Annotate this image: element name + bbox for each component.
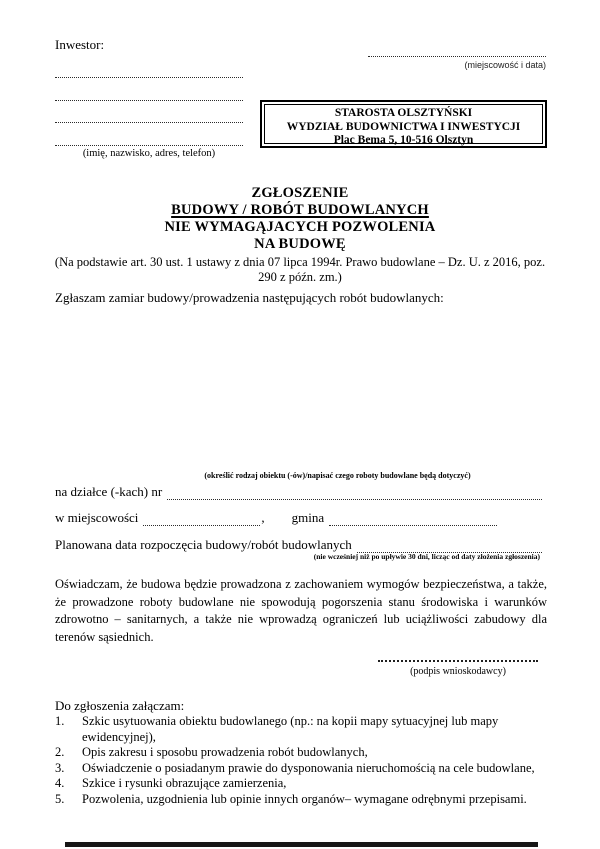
attachment-item-text: Szkic usytuowania obiektu budowlanego (np.: na kopii mapy sytuacyjnej lub mapy ewidencyjnej), <box>82 714 499 744</box>
investor-caption: (imię, nazwisko, adres, telefon) <box>82 148 216 159</box>
attachment-item-number: 5. <box>55 791 65 806</box>
intro-sentence: Zgłaszam zamiar budowy/prowadzenia następujących robót budowlanych: <box>55 290 444 305</box>
statement-paragraph: Oświadczam, że budowa będzie prowadzona z zachowaniem wymogów bezpieczeństwa, a także, że prowadzone roboty budowlane nie spowodują pogorszenia stanu środowiska i warunków zdrowotno – sanitarnych, a także nie wprowadzą ograniczeń lub uciążliwości zabudowy dla terenów sąsiednich. <box>55 577 547 644</box>
office-department: WYDZIAŁ BUDOWNICTWA I INWESTYCJI <box>286 120 521 133</box>
title-block <box>0 185 600 285</box>
locality-blank-line <box>143 513 260 526</box>
locality-label: w miejscowości <box>55 510 139 525</box>
title-line-3: NIE WYMAGĄJACYCH POZWOLENIA <box>164 219 436 235</box>
attachment-item-number: 4. <box>55 776 65 790</box>
attachment-item-number: 3. <box>55 760 65 775</box>
start-date-row <box>55 537 542 553</box>
investor-label: Inwestor: <box>55 37 105 52</box>
attachment-item-text: Opis zakresu i sposobu prowadzenia robót budowlanych, <box>82 745 368 759</box>
plot-number-label: na działce (-kach) nr <box>55 484 163 499</box>
attachment-item-text: Oświadczenie o posiadanym prawie do dysponowania nieruchomością na cele budowlane, <box>82 760 535 775</box>
attachment-item <box>55 714 547 745</box>
investor-blank-line-2 <box>55 89 243 101</box>
attachments-section <box>55 698 547 807</box>
investor-blank-line-3 <box>55 111 243 123</box>
signature-caption: (podpis wnioskodawcy) <box>410 666 506 677</box>
attachment-item-number: 2. <box>55 745 65 759</box>
start-date-caption: (nie wcześniej niż po upływie 30 dni, licząc od daty złożenia zgłoszenia) <box>313 552 540 561</box>
plot-number-blank-line <box>167 487 542 500</box>
place-date-caption: (miejscowość i data) <box>464 60 546 70</box>
attachment-item <box>55 761 547 777</box>
office-address-box-inner <box>264 104 543 144</box>
locality-comma: , <box>261 510 265 525</box>
office-name: STAROSTA OLSZTYŃSKI <box>334 107 473 119</box>
legal-basis-line-1: (Na podstawie art. 30 ust. 1 ustawy z dnia 07 lipca 1994r. Prawo budowlane – Dz. U. z 2016, poz. <box>54 255 546 269</box>
attachment-item <box>55 745 547 761</box>
title-line-2: BUDOWY / ROBÓT BUDOWLANYCH <box>171 202 429 218</box>
office-address-box <box>260 100 547 148</box>
signature-blank-line <box>378 650 538 662</box>
plot-number-row <box>55 484 542 500</box>
legal-basis <box>0 255 600 285</box>
attachments-header: Do zgłoszenia załączam: <box>55 698 185 713</box>
attachment-item <box>55 792 547 808</box>
locality-row <box>55 510 542 526</box>
place-date-blank-line <box>368 45 546 57</box>
scan-edge-bar <box>65 842 538 847</box>
attachment-item-number: 1. <box>55 714 65 728</box>
attachment-item <box>55 776 547 792</box>
attachment-item-text: Szkice i rysunki obrazujące zamierzenia, <box>82 776 287 790</box>
commune-blank-line <box>329 513 497 526</box>
start-date-label: Planowana data rozpoczęcia budowy/robót budowlanych <box>55 537 352 552</box>
office-address: Plac Bema 5, 10-516 Olsztyn <box>333 134 474 146</box>
works-description-caption: (określić rodzaj obiektu (-ów)/napisać czego roboty budowlane będą dotyczyć) <box>204 471 471 480</box>
title-line-1: ZGŁOSZENIE <box>251 185 349 201</box>
investor-blank-line-1 <box>55 66 243 78</box>
investor-blank-line-4 <box>55 134 243 146</box>
title-line-4: NA BUDOWĘ <box>254 236 346 252</box>
attachment-item-text: Pozwolenia, uzgodnienia lub opinie innych organów– wymagane odrębnymi przepisami. <box>82 791 527 806</box>
legal-basis-line-2: 290 z późn. zm.) <box>258 270 342 284</box>
commune-label: gmina <box>291 510 325 525</box>
